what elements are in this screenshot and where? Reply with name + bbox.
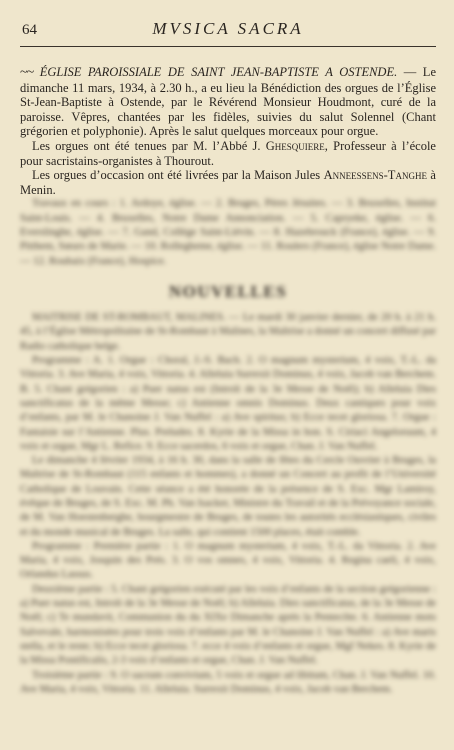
blurred-region bbox=[20, 197, 436, 697]
section-heading-nouvelles: NOUVELLES bbox=[168, 281, 288, 301]
flourish-ornament: ~~ bbox=[20, 65, 34, 80]
programme-paragraph-1: Programme : A. 1. Orgue : Choral, J.-S. Bach. 2. O magnum mysterium, 4 voix, T.-L. da Vittoria. 3. Ave Maria, 4 voix, Vittoria. 4. Alleluia Surrexit Dominus, 4 voix, Jacob van Berchem. B. 5. Chant grégorien : a) Puer natus est (Introït de la 3e Messe de Noël); b) Alleluia Dies sanctificatus de la même Messe; c) Antienne omnis Dominus. Deux cantiques pour voix d’enfants, par M. le Chanoine J. Van Nuffel : a) Ave spiritus; b) Ecce tecet gloriosa. 7. Orgue : Fantaisie sur l’Antienne. Plus. Preludes. 8. Kyrie de la Missa in hon. S. Ciriaci Angeloruum, 4 voix et orgue, Mgr L. Refice. 9. Ecce sacerdos, 6 voix et orgue, Chan. J. Van Nuffel. bbox=[20, 355, 436, 452]
builder-name: Anneessens-Tanghe bbox=[323, 168, 427, 183]
programme-paragraph-2: Programme : Première partie : 1. O magnum mysterium, 4 voix, T.-L. da Vittoria. 2. Ave Maria, 4 voix, Josquin des Prés. 3. O vos omnes, 4 voix, Vittoria. 4. Regina caeli, 4 voix, Orlandus Lassus. bbox=[20, 540, 436, 581]
article-paragraph-1 bbox=[20, 65, 436, 139]
paragraph-3-text-a: Les orgues d’occasion ont été livrées par la Maison Jules bbox=[32, 168, 324, 183]
running-title: MVSICA SACRA bbox=[152, 19, 304, 38]
paragraph-2-text-a: Les orgues ont été tenues par M. l’Abbé J. bbox=[32, 138, 266, 153]
organist-name: Ghesquiere bbox=[265, 138, 325, 153]
deuxieme-partie-paragraph: Deuxième partie : 5. Chant grégorien exécuté par les voix d’enfants de la section grégorienne : a) Puer natus est, Introït de la 3e Messe de Noël; b) Alleluia. Dies sanctificatus, de la 3e Messe de Noël; c) Te mundavit, Communion du du XIXe Dimanche après la Pentecôte. 6. Antienne mots Salvevale, harmonisées pour trois voix d’enfants par M. le Chanoine J. Van Nuffel : a) Ave maris stella, et le reste; b) Ecce tecet gloriosa. 7. ecce 4 voix d’enfants et orgue, Mgf Nekes. 8. Kyrie de la Missa Pontificalis, 2-3 voix d’enfants et orgue, Chan. J. Van Nuffel. bbox=[20, 583, 436, 667]
dimanche-paragraph: Le dimanche 4 février 1934, à 16 h. 30, dans la salle de fêtes du Cercle Ouvrier à Bruges, la Maîtrise de St-Rombaut (115 enfants et hommes), a donné un Concert au profit de l’Université Catholique de Louvain. Cette séance a été honorée de la présence de S. Exc. Mgr Lamiroy, évêque de Bruges, de S. Exc. M. Ph. Van Isacker, Ministre du Travail et de la Prévoyance sociale, de M. Van Hoestenberghe, bourgmestre de Bruges, de toutes les autorités ecclésiastiques, civiles et du monde musical de Bruges. La salle, qui contient 1500 places, était comble. bbox=[20, 455, 436, 538]
page-number: 64 bbox=[22, 22, 37, 38]
works-list: Travaux en cours : 1. Ardoye, église. — 2. Bruges, Pères Jésuites. — 3. Bruxelles, Institut Saint-Louis. — 4. Bruxelles, Notre Dame Annonciation. — 5. Capryeke, église. — 6. Everslinghe, église. — 7. Gand, Collège Saint-Liévin. — 8. Hazebrouck (France), église. — 9. Pitthem, Sœurs de Marie. — 10. Rollegheme, église. — 11. Roulers (France), église Notre Dame. — 12. Roubaix (France), Hospice. bbox=[20, 198, 436, 267]
article-body bbox=[20, 47, 436, 197]
article-paragraph-2 bbox=[20, 139, 436, 168]
paragraph-3-text-b: à Menin. bbox=[20, 168, 436, 197]
troisieme-partie-paragraph: Troisième partie : 9. O sacrum convivium, 5 voix et orgue ad libitum, Chan. J. Van Nuffel. 10. Ave Maria, 4 voix, Vittoria. 11. Alleluia. Surrexit Dominus, 4 voix, Jacob van Berchem. bbox=[20, 669, 436, 695]
article-paragraph-3 bbox=[20, 168, 436, 197]
paragraph-1-text: — Le dimanche 11 mars, 1934, à 2.30 h., a eu lieu la Bénédiction des orgues de l’Église St-Jean-Baptiste à Ostende, par le Révérend Monsieur Houdmont, curé de la paroisse. Vêpres, chantées par les fidèles, suivies du salut Solennel (Chant grégorien et polyphonie). Après le salut quelques morceaux pour orgue. bbox=[20, 65, 436, 139]
maitrise-paragraph: MAITRISE DE ST-ROMBAUT, MALINES. — Le mardi 30 janvier dernier, de 20 h. à 21 h. 45, à l’Église Métropolitaine de St-Rombaut à Malines, la Maîtrise a donné un concert diffusé par Radio catholique belge. bbox=[20, 312, 436, 352]
page-header bbox=[20, 0, 436, 47]
article-title: ÉGLISE PAROISSIALE DE SAINT JEAN-BAPTISTE A OSTENDE. bbox=[39, 65, 398, 79]
paragraph-2-text-b: , Professeur à l’école pour sacristains-organistes à Thourout. bbox=[20, 138, 436, 168]
